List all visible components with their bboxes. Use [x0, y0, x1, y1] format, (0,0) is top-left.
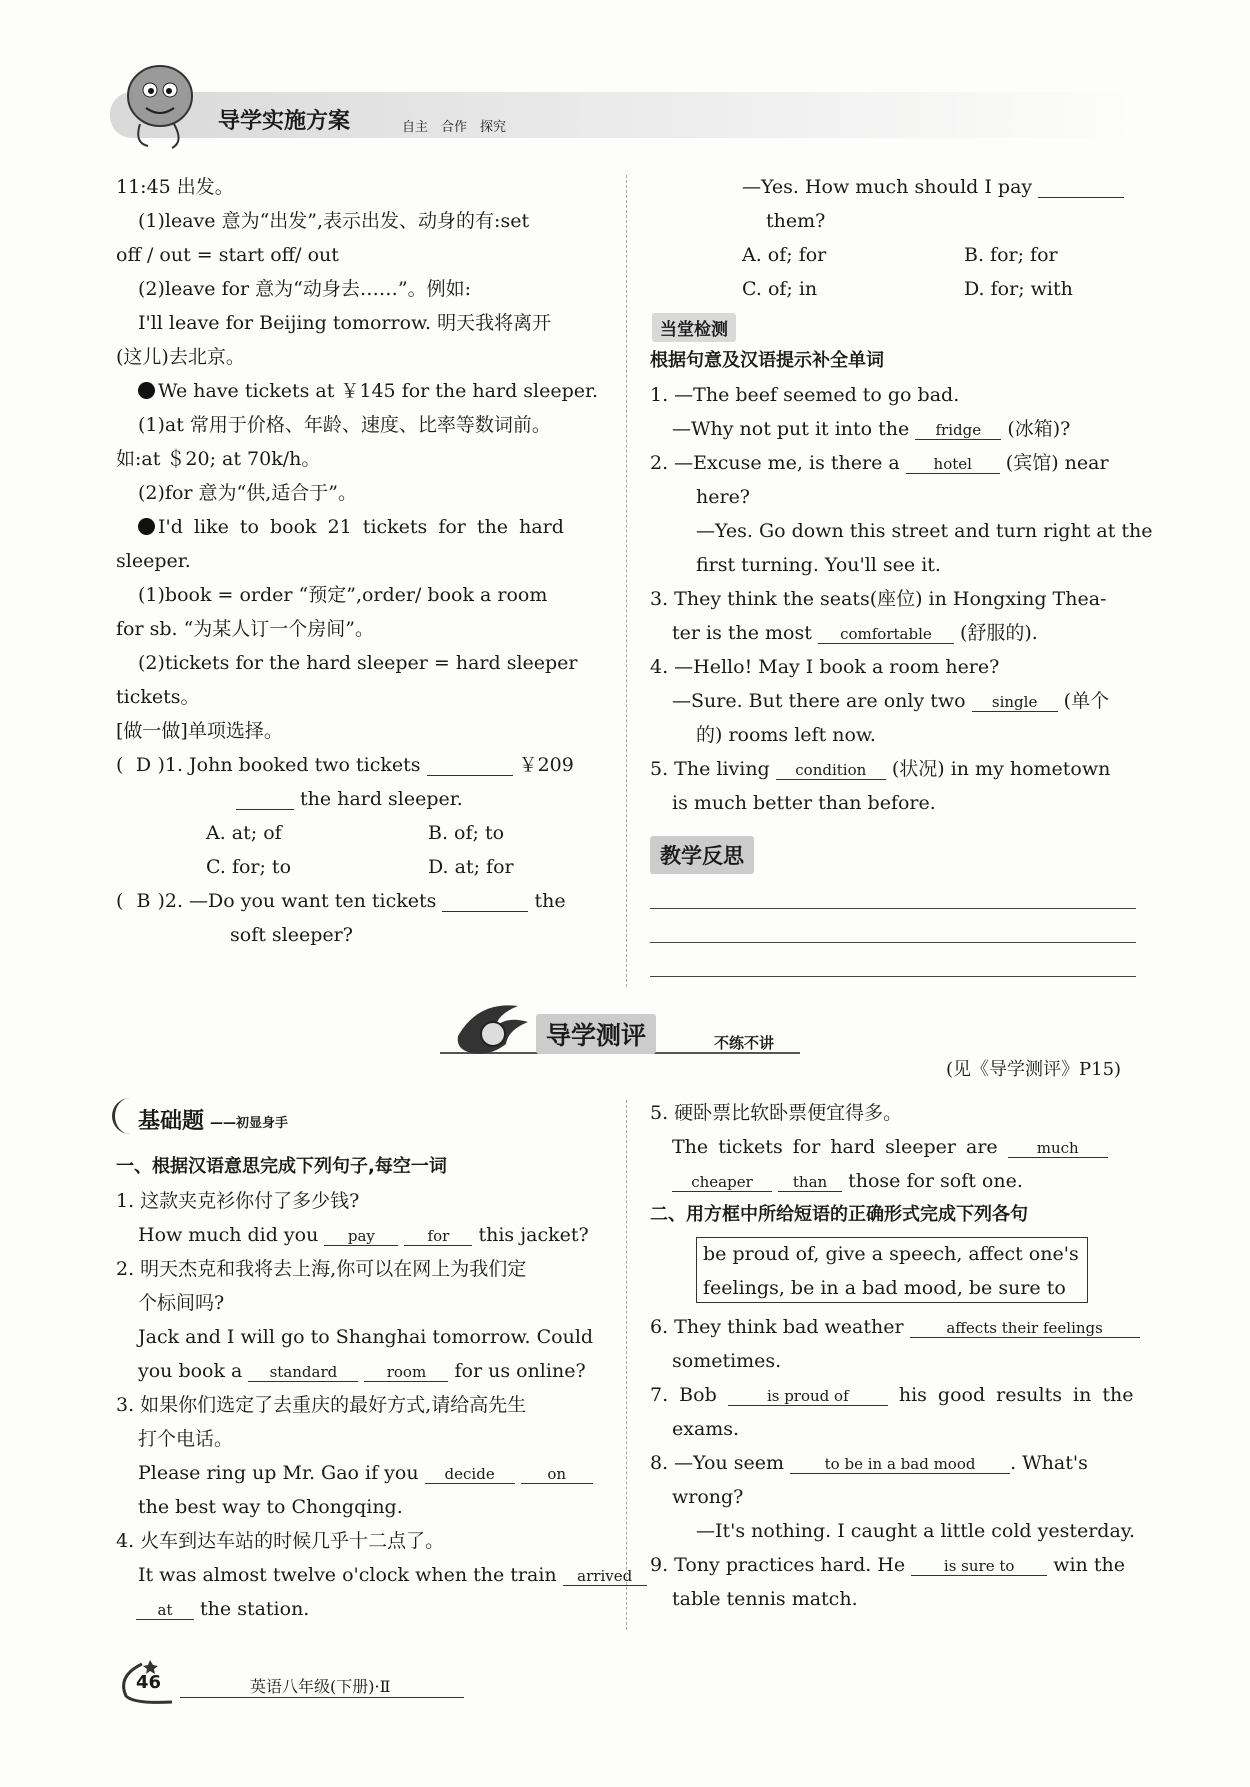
option-a: A. of; for [742, 244, 827, 266]
option-d: D. for; with [964, 278, 1073, 300]
answer-blank[interactable]: on [521, 1465, 593, 1484]
answer-blank[interactable]: arrived [563, 1567, 647, 1586]
question-line: —Sure. But there are only two single (单个 [672, 690, 1110, 712]
answer-blank[interactable]: condition [776, 761, 886, 780]
header-title: 导学实施方案 [218, 109, 351, 134]
text-line: exams. [672, 1418, 740, 1440]
question-line: Please ring up Mr. Gao if you decide on [138, 1461, 593, 1485]
text-line: 打个电话。 [138, 1428, 234, 1450]
answer-choice: D [135, 754, 152, 776]
bullet-icon [138, 518, 155, 535]
text-line: sleeper. [116, 550, 191, 572]
question-1-cont: the hard sleeper. [236, 787, 463, 811]
answer-blank[interactable]: affects their feelings [910, 1319, 1140, 1338]
text-line: (2)tickets for the hard sleeper = hard sleeper [138, 652, 578, 674]
question-line: —Why not put it into the fridge (冰箱)? [672, 418, 1071, 440]
section-tag-teaching-reflection: 教学反思 [650, 836, 754, 874]
text-line: here? [696, 486, 750, 508]
text-line: tickets。 [116, 686, 200, 708]
question-line: cheaper than those for soft one. [672, 1169, 1023, 1193]
option-d: D. at; for [428, 856, 514, 878]
basic-title-sub: ——初显身手 [210, 1116, 289, 1131]
option-c: C. of; in [742, 278, 818, 300]
option-b: B. for; for [964, 244, 1058, 266]
question-1: ( D )1. John booked two tickets ￥209 [116, 754, 574, 776]
answer-blank[interactable]: comfortable [818, 625, 954, 644]
option-b: B. of; to [428, 822, 505, 844]
text-line: I'll leave for Beijing tomorrow. 明天我将离开 [138, 312, 552, 334]
text-line: 4. —Hello! May I book a room here? [650, 656, 1000, 678]
answer-blank[interactable]: standard [248, 1363, 358, 1382]
text-line: —It's nothing. I caught a little cold yesterday. [696, 1520, 1136, 1542]
section-heading: 一、根据汉语意思完成下列句子,每空一词 [116, 1156, 447, 1177]
option-a: A. at; of [206, 822, 282, 844]
question-line: 7. Bob is proud of his good results in the [650, 1384, 1134, 1406]
writing-line[interactable] [650, 976, 1136, 977]
text-line: (1)leave 意为“出发”,表示出发、动身的有:set [138, 210, 530, 232]
example-sentence: We have tickets at ￥145 for the hard sleeper. [138, 379, 598, 403]
banner-title: 导学测评 [536, 1014, 656, 1054]
answer-blank[interactable]: for [404, 1227, 472, 1246]
writing-line[interactable] [650, 908, 1136, 909]
text-line: 3. They think the seats(座位) in Hongxing Thea- [650, 588, 1107, 610]
question-line: 6. They think bad weather affects their feelings [650, 1315, 1140, 1339]
answer-blank[interactable]: is sure to [911, 1557, 1047, 1576]
answer-blank[interactable]: at [136, 1601, 194, 1620]
text-line: 11:45 出发。 [116, 176, 234, 198]
text-line: 5. 硬卧票比软卧票便宜得多。 [650, 1102, 903, 1124]
text-line: the best way to Chongqing. [138, 1496, 403, 1518]
text-line: (1)book = order “预定”,order/ book a room [138, 584, 548, 606]
banner-subtitle: 不练不讲 [714, 1034, 775, 1052]
footer-rule [180, 1697, 464, 1698]
text-line: 1. 这款夹克衫你付了多少钱? [116, 1190, 360, 1212]
text-line: for sb. “为某人订一个房间”。 [116, 618, 375, 640]
text-line: (1)at 常用于价格、年龄、速度、比率等数词前。 [138, 414, 551, 436]
text-line: 个标间吗? [138, 1292, 225, 1314]
section-tag-in-class-check: 当堂检测 [652, 313, 736, 342]
mascot-icon [112, 58, 212, 153]
question-line: It was almost twelve o'clock when the train arrived [138, 1563, 647, 1587]
instruction: 根据句意及汉语提示补全单词 [650, 350, 884, 371]
text-line: sometimes. [672, 1350, 782, 1372]
text-line: 的) rooms left now. [696, 724, 876, 746]
bullet-icon [138, 382, 155, 399]
question-line: The tickets for hard sleeper are much [672, 1135, 1108, 1159]
header-subtitle: 自主 合作 探究 [402, 120, 507, 135]
question-line: 8. —You seem to be in a bad mood . What's [650, 1452, 1088, 1474]
book-title: 英语八年级(下册)·Ⅱ [250, 1677, 391, 1696]
text-line: 3. 如果你们选定了去重庆的最好方式,请给高先生 [116, 1394, 527, 1416]
answer-blank[interactable]: pay [324, 1227, 398, 1246]
writing-line[interactable] [650, 942, 1136, 943]
answer-blank[interactable]: hotel [906, 455, 1000, 474]
text-line: 如:at ＄20; at 70k/h。 [116, 448, 321, 470]
text-line: (这儿)去北京。 [116, 346, 245, 368]
column-divider [626, 175, 627, 987]
question-line: you book a standard room for us online? [138, 1360, 586, 1382]
question-2: ( B )2. —Do you want ten tickets the [116, 890, 566, 912]
section-heading: 二、用方框中所给短语的正确形式完成下列各句 [650, 1204, 1028, 1225]
answer-blank[interactable]: room [364, 1363, 448, 1382]
text-line: is much better than before. [672, 792, 936, 814]
text-line: them? [766, 210, 826, 232]
question-line: 9. Tony practices hard. He is sure to win the [650, 1554, 1125, 1576]
example-sentence: I'd like to book 21 tickets for the hard [138, 515, 564, 539]
text-line: wrong? [672, 1486, 744, 1508]
answer-blank[interactable]: cheaper [672, 1173, 772, 1192]
phrase-box-line: be proud of, give a speech, affect one's [703, 1243, 1079, 1265]
text-line: first turning. You'll see it. [696, 554, 941, 576]
answer-blank[interactable]: is proud of [728, 1387, 888, 1406]
flame-emblem-icon [448, 996, 538, 1060]
answer-blank[interactable] [427, 757, 513, 776]
question-cont: —Yes. How much should I pay [742, 175, 1124, 199]
answer-blank[interactable]: single [972, 693, 1058, 712]
answer-blank[interactable] [236, 791, 294, 810]
answer-blank[interactable]: to be in a bad mood [790, 1455, 1010, 1474]
question-line: at the station. [136, 1597, 309, 1621]
answer-blank[interactable]: fridge [915, 421, 1001, 440]
text-line: (2)for 意为“供,适合于”。 [138, 482, 357, 504]
basic-title: 基础题 [138, 1108, 205, 1134]
phrase-box [696, 1237, 1088, 1303]
question-line: 2. —Excuse me, is there a hotel (宾馆) near [650, 452, 1109, 474]
answer-blank[interactable]: than [778, 1173, 842, 1192]
text-line: table tennis match. [672, 1588, 858, 1610]
text-line: (2)leave for 意为“动身去……”。例如: [138, 278, 472, 300]
option-c: C. for; to [206, 856, 292, 878]
reference-note: (见《导学测评》P15) [946, 1059, 1122, 1080]
answer-blank[interactable]: decide [425, 1465, 515, 1484]
text-line: 2. 明天杰克和我将去上海,你可以在网上为我们定 [116, 1258, 527, 1280]
answer-blank[interactable] [442, 893, 528, 912]
exercise-heading: [做一做]单项选择。 [116, 720, 283, 742]
question-line: How much did you pay for this jacket? [138, 1224, 589, 1246]
page-number: 46 [136, 1672, 162, 1693]
answer-blank[interactable] [1038, 179, 1124, 198]
text-line: off / out = start off/ out [116, 244, 339, 266]
text-line: 4. 火车到达车站的时候几乎十二点了。 [116, 1530, 445, 1552]
answer-blank[interactable]: much [1008, 1139, 1108, 1158]
question-line: ter is the most comfortable (舒服的). [672, 622, 1038, 644]
column-divider [626, 1100, 627, 1630]
answer-choice: B [136, 890, 151, 912]
text-line: 1. —The beef seemed to go bad. [650, 384, 960, 406]
text-line: soft sleeper? [230, 924, 353, 946]
text-line: Jack and I will go to Shanghai tomorrow. Could [138, 1326, 594, 1348]
phrase-box-line: feelings, be in a bad mood, be sure to [703, 1277, 1066, 1299]
question-line: 5. The living condition (状况) in my hometown [650, 758, 1111, 780]
text-line: —Yes. Go down this street and turn right at the [696, 520, 1153, 542]
